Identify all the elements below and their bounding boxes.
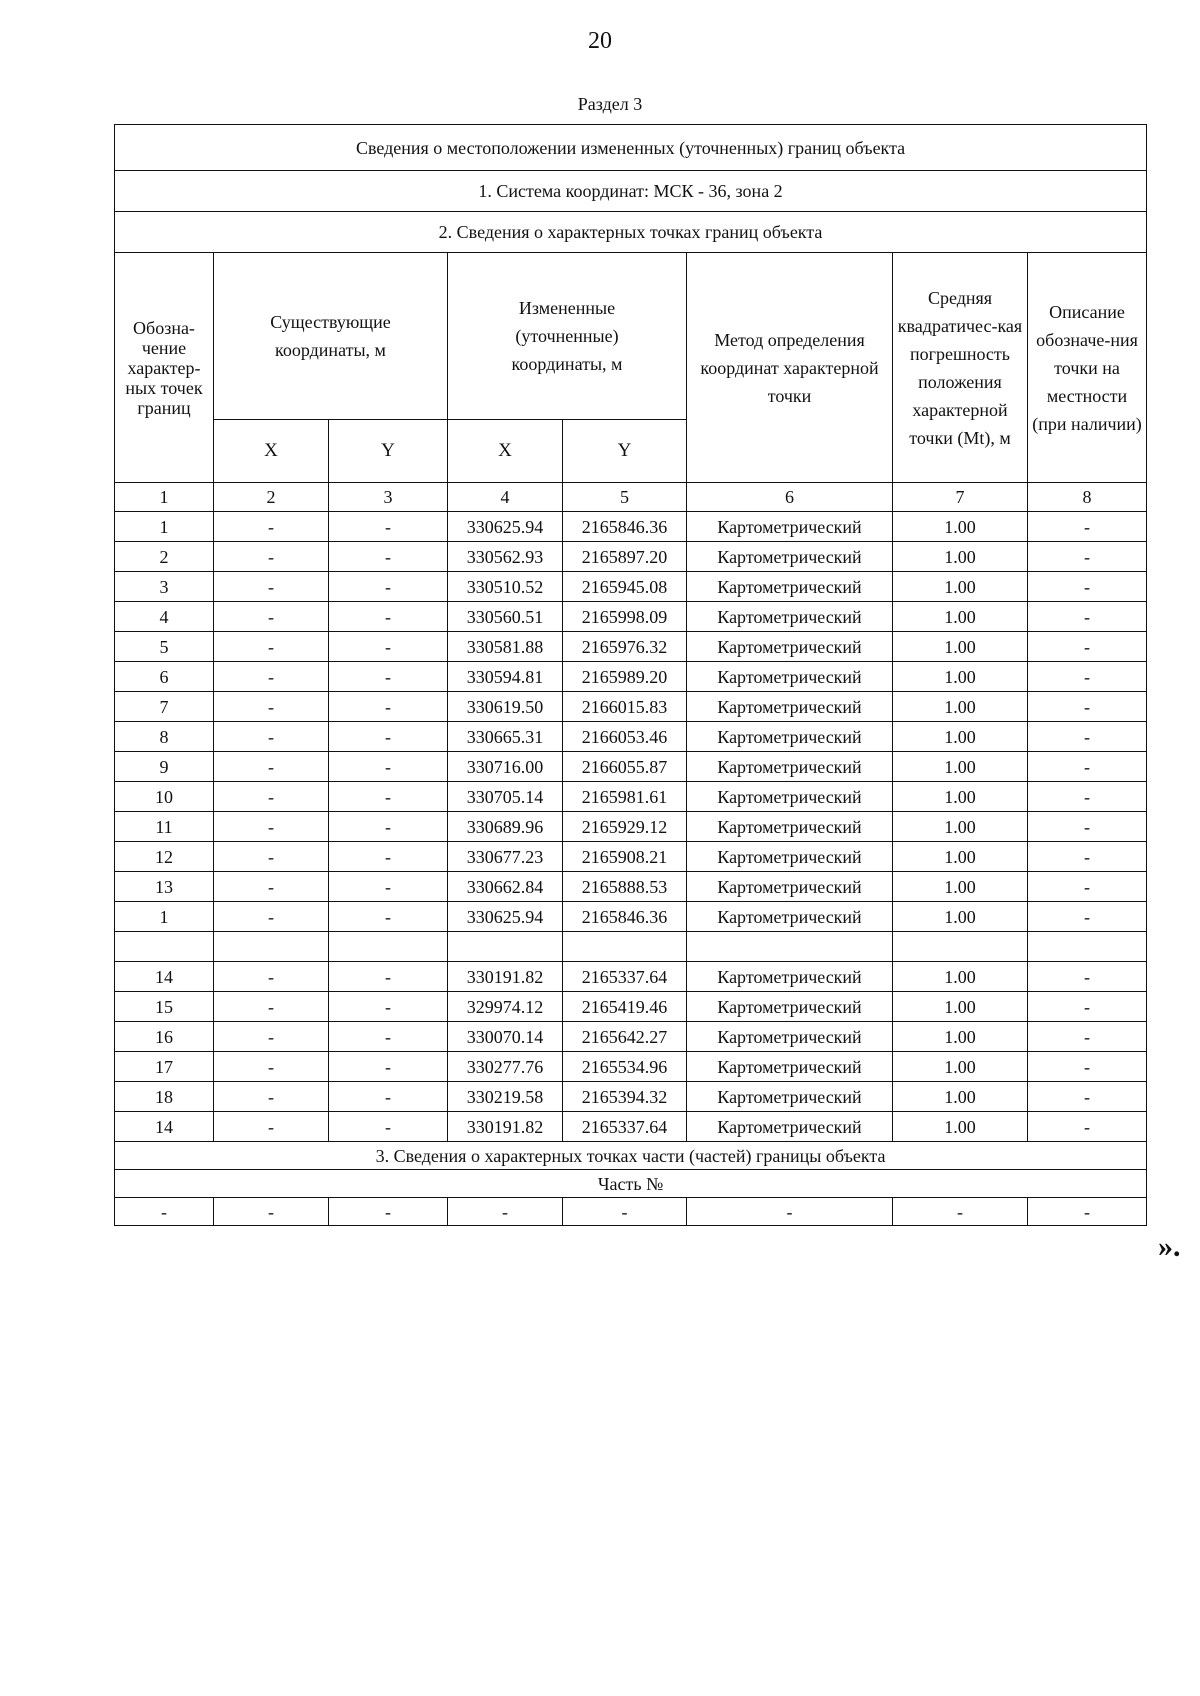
cell-existing-x: -	[214, 512, 329, 542]
part-row	[115, 1198, 1147, 1226]
cell-changed-x: 330662.84	[448, 872, 563, 902]
cell-existing-y: -	[329, 662, 448, 692]
cell-existing-x	[214, 932, 329, 962]
cell-existing-y: -	[329, 902, 448, 932]
cell-existing-y: -	[329, 1052, 448, 1082]
cell-mean-error: 1.00	[893, 992, 1028, 1022]
cell-changed-x: 330625.94	[448, 902, 563, 932]
part-cell: -	[893, 1198, 1028, 1226]
cell-existing-y: -	[329, 842, 448, 872]
cell-changed-y: 2165846.36	[563, 512, 687, 542]
table-row	[115, 782, 1147, 812]
cell-mean-error: 1.00	[893, 752, 1028, 782]
cell-description: -	[1028, 872, 1147, 902]
cell-method: Картометрический	[687, 572, 893, 602]
cell-mean-error: 1.00	[893, 902, 1028, 932]
cell-point-number: 14	[115, 1112, 214, 1142]
cell-changed-x: 330619.50	[448, 692, 563, 722]
cell-description: -	[1028, 662, 1147, 692]
cell-changed-x: 330594.81	[448, 662, 563, 692]
table-row	[115, 512, 1147, 542]
cell-existing-y: -	[329, 512, 448, 542]
cell-description: -	[1028, 1112, 1147, 1142]
cell-changed-x: 330510.52	[448, 572, 563, 602]
table-row	[115, 842, 1147, 872]
cell-mean-error: 1.00	[893, 512, 1028, 542]
cell-changed-x: 330191.82	[448, 1112, 563, 1142]
cell-changed-x: 330191.82	[448, 962, 563, 992]
part-cell: -	[687, 1198, 893, 1226]
column-number: 1	[115, 483, 214, 512]
part-cell: -	[115, 1198, 214, 1226]
header-changed-x: X	[448, 420, 563, 483]
header-method: Метод определения координат характерной точки	[687, 253, 893, 483]
cell-method: Картометрический	[687, 812, 893, 842]
cell-method: Картометрический	[687, 782, 893, 812]
cell-existing-y: -	[329, 632, 448, 662]
part-cell: -	[214, 1198, 329, 1226]
cell-changed-y: 2165888.53	[563, 872, 687, 902]
cell-mean-error: 1.00	[893, 692, 1028, 722]
parts-header: 3. Сведения о характерных точках части (частей) границы объекта	[115, 1142, 1147, 1170]
cell-existing-x: -	[214, 1052, 329, 1082]
cell-mean-error: 1.00	[893, 542, 1028, 572]
cell-method: Картометрический	[687, 1112, 893, 1142]
part-cell: -	[329, 1198, 448, 1226]
cell-changed-x: 330070.14	[448, 1022, 563, 1052]
cell-mean-error: 1.00	[893, 572, 1028, 602]
cell-changed-x: 330581.88	[448, 632, 563, 662]
cell-mean-error: 1.00	[893, 782, 1028, 812]
cell-changed-y: 2165897.20	[563, 542, 687, 572]
cell-point-number: 4	[115, 602, 214, 632]
cell-changed-x: 330665.31	[448, 722, 563, 752]
cell-point-number: 7	[115, 692, 214, 722]
cell-description: -	[1028, 812, 1147, 842]
part-label: Часть №	[115, 1170, 1147, 1198]
cell-existing-y: -	[329, 872, 448, 902]
cell-changed-x: 330562.93	[448, 542, 563, 572]
part-cell: -	[448, 1198, 563, 1226]
cell-existing-x: -	[214, 542, 329, 572]
cell-point-number: 5	[115, 632, 214, 662]
table-row	[115, 632, 1147, 662]
cell-point-number: 17	[115, 1052, 214, 1082]
cell-existing-y: -	[329, 962, 448, 992]
points-header: 2. Сведения о характерных точках границ объекта	[115, 212, 1147, 253]
cell-existing-x: -	[214, 872, 329, 902]
cell-changed-x: 329974.12	[448, 992, 563, 1022]
cell-changed-x: 330277.76	[448, 1052, 563, 1082]
cell-point-number: 6	[115, 662, 214, 692]
boundary-table	[114, 124, 1147, 1226]
cell-existing-x: -	[214, 752, 329, 782]
cell-changed-x: 330560.51	[448, 602, 563, 632]
cell-method: Картометрический	[687, 872, 893, 902]
part-cell: -	[1028, 1198, 1147, 1226]
cell-existing-x: -	[214, 662, 329, 692]
cell-changed-y: 2165394.32	[563, 1082, 687, 1112]
table-row	[115, 812, 1147, 842]
cell-description: -	[1028, 1082, 1147, 1112]
cell-changed-x: 330705.14	[448, 782, 563, 812]
cell-description: -	[1028, 1052, 1147, 1082]
cell-method: Картометрический	[687, 662, 893, 692]
cell-point-number: 1	[115, 902, 214, 932]
cell-existing-x: -	[214, 1022, 329, 1052]
cell-method: Картометрический	[687, 512, 893, 542]
cell-description: -	[1028, 572, 1147, 602]
cell-existing-y: -	[329, 1082, 448, 1112]
cell-changed-x: 330677.23	[448, 842, 563, 872]
table-row	[115, 1112, 1147, 1142]
cell-existing-y: -	[329, 602, 448, 632]
cell-method: Картометрический	[687, 962, 893, 992]
table-row	[115, 572, 1147, 602]
cell-method: Картометрический	[687, 602, 893, 632]
cell-changed-y: 2165981.61	[563, 782, 687, 812]
cell-mean-error: 1.00	[893, 722, 1028, 752]
cell-method: Картометрический	[687, 722, 893, 752]
cell-description: -	[1028, 722, 1147, 752]
cell-description: -	[1028, 632, 1147, 662]
column-number: 4	[448, 483, 563, 512]
table-row	[115, 872, 1147, 902]
cell-existing-y: -	[329, 1112, 448, 1142]
header-changed-y: Y	[563, 420, 687, 483]
cell-method: Картометрический	[687, 1022, 893, 1052]
table-row	[115, 752, 1147, 782]
table-row	[115, 1022, 1147, 1052]
cell-existing-y: -	[329, 722, 448, 752]
cell-mean-error: 1.00	[893, 662, 1028, 692]
cell-mean-error: 1.00	[893, 1112, 1028, 1142]
cell-mean-error: 1.00	[893, 1082, 1028, 1112]
cell-point-number: 15	[115, 992, 214, 1022]
cell-method: Картометрический	[687, 842, 893, 872]
cell-description: -	[1028, 752, 1147, 782]
coord-system: 1. Система координат: МСК - 36, зона 2	[115, 171, 1147, 212]
cell-existing-x: -	[214, 812, 329, 842]
part-cell: -	[563, 1198, 687, 1226]
cell-point-number: 11	[115, 812, 214, 842]
column-number: 8	[1028, 483, 1147, 512]
table-row	[115, 662, 1147, 692]
column-number: 7	[893, 483, 1028, 512]
cell-changed-y: 2165419.46	[563, 992, 687, 1022]
cell-existing-y: -	[329, 992, 448, 1022]
cell-existing-y: -	[329, 752, 448, 782]
cell-point-number: 1	[115, 512, 214, 542]
cell-changed-y: 2166015.83	[563, 692, 687, 722]
cell-changed-x: 330219.58	[448, 1082, 563, 1112]
header-point-designation: Обозна-чение характер-ных точек границ	[115, 253, 214, 483]
cell-description: -	[1028, 692, 1147, 722]
cell-existing-y: -	[329, 542, 448, 572]
cell-existing-y: -	[329, 812, 448, 842]
cell-method: Картометрический	[687, 1052, 893, 1082]
cell-method: Картометрический	[687, 542, 893, 572]
cell-existing-x: -	[214, 842, 329, 872]
cell-method: Картометрический	[687, 992, 893, 1022]
table-row	[115, 542, 1147, 572]
table-row	[115, 602, 1147, 632]
cell-changed-y: 2165337.64	[563, 962, 687, 992]
cell-existing-x: -	[214, 962, 329, 992]
cell-point-number: 12	[115, 842, 214, 872]
cell-mean-error: 1.00	[893, 812, 1028, 842]
cell-existing-x: -	[214, 992, 329, 1022]
cell-point-number: 16	[115, 1022, 214, 1052]
cell-existing-y: -	[329, 1022, 448, 1052]
table-row	[115, 962, 1147, 992]
cell-point-number: 10	[115, 782, 214, 812]
cell-changed-x: 330716.00	[448, 752, 563, 782]
cell-mean-error	[893, 932, 1028, 962]
cell-point-number: 3	[115, 572, 214, 602]
header-changed-coords: Измененные (уточненные) координаты, м	[448, 253, 687, 420]
header-existing-x: X	[214, 420, 329, 483]
cell-existing-x: -	[214, 572, 329, 602]
cell-existing-y: -	[329, 692, 448, 722]
cell-existing-x: -	[214, 1112, 329, 1142]
table-row	[115, 932, 1147, 962]
cell-changed-y: 2165945.08	[563, 572, 687, 602]
cell-point-number: 14	[115, 962, 214, 992]
section-title: Раздел 3	[577, 94, 643, 114]
cell-existing-x: -	[214, 902, 329, 932]
cell-existing-x: -	[214, 722, 329, 752]
cell-point-number: 18	[115, 1082, 214, 1112]
cell-description: -	[1028, 842, 1147, 872]
cell-changed-y	[563, 932, 687, 962]
column-number: 3	[329, 483, 448, 512]
cell-mean-error: 1.00	[893, 872, 1028, 902]
closing-mark: ».	[1158, 1230, 1181, 1263]
cell-mean-error: 1.00	[893, 1022, 1028, 1052]
cell-changed-y: 2165642.27	[563, 1022, 687, 1052]
cell-existing-y: -	[329, 572, 448, 602]
cell-existing-x: -	[214, 692, 329, 722]
cell-changed-y: 2165534.96	[563, 1052, 687, 1082]
column-number: 2	[214, 483, 329, 512]
table-title: Сведения о местоположении измененных (уточненных) границ объекта	[115, 125, 1147, 171]
cell-point-number: 9	[115, 752, 214, 782]
cell-description: -	[1028, 782, 1147, 812]
cell-changed-y: 2165846.36	[563, 902, 687, 932]
column-number: 6	[687, 483, 893, 512]
cell-description: -	[1028, 902, 1147, 932]
header-existing-y: Y	[329, 420, 448, 483]
cell-point-number: 13	[115, 872, 214, 902]
cell-existing-x: -	[214, 1082, 329, 1112]
cell-point-number: 2	[115, 542, 214, 572]
cell-changed-x: 330625.94	[448, 512, 563, 542]
cell-changed-y: 2165337.64	[563, 1112, 687, 1142]
cell-description: -	[1028, 512, 1147, 542]
cell-description: -	[1028, 602, 1147, 632]
cell-mean-error: 1.00	[893, 842, 1028, 872]
page-number: 20	[588, 28, 612, 54]
cell-point-number	[115, 932, 214, 962]
cell-existing-x: -	[214, 632, 329, 662]
cell-method: Картометрический	[687, 752, 893, 782]
cell-method: Картометрический	[687, 902, 893, 932]
cell-mean-error: 1.00	[893, 602, 1028, 632]
table-row	[115, 902, 1147, 932]
cell-changed-y: 2166055.87	[563, 752, 687, 782]
cell-method: Картометрический	[687, 1082, 893, 1112]
cell-existing-y: -	[329, 782, 448, 812]
table-row	[115, 1082, 1147, 1112]
cell-existing-y	[329, 932, 448, 962]
cell-description	[1028, 932, 1147, 962]
cell-method	[687, 932, 893, 962]
table-row	[115, 692, 1147, 722]
cell-changed-y: 2165998.09	[563, 602, 687, 632]
cell-changed-y: 2165989.20	[563, 662, 687, 692]
cell-description: -	[1028, 1022, 1147, 1052]
cell-method: Картометрический	[687, 632, 893, 662]
cell-description: -	[1028, 962, 1147, 992]
header-description: Описание обозначе-ния точки на местности (при наличии)	[1028, 253, 1147, 483]
cell-existing-x: -	[214, 782, 329, 812]
header-existing-coords: Существующие координаты, м	[214, 253, 448, 420]
cell-mean-error: 1.00	[893, 1052, 1028, 1082]
table-row	[115, 1052, 1147, 1082]
cell-changed-y: 2165976.32	[563, 632, 687, 662]
header-mean-error: Средняя квадратичес-кая погрешность положения характерной точки (Mt), м	[893, 253, 1028, 483]
column-number-row	[115, 483, 1147, 512]
cell-changed-y: 2165929.12	[563, 812, 687, 842]
cell-existing-x: -	[214, 602, 329, 632]
column-number: 5	[563, 483, 687, 512]
cell-method: Картометрический	[687, 692, 893, 722]
cell-changed-x: 330689.96	[448, 812, 563, 842]
cell-description: -	[1028, 992, 1147, 1022]
cell-mean-error: 1.00	[893, 632, 1028, 662]
cell-changed-y: 2165908.21	[563, 842, 687, 872]
cell-changed-y: 2166053.46	[563, 722, 687, 752]
cell-description: -	[1028, 542, 1147, 572]
cell-point-number: 8	[115, 722, 214, 752]
cell-mean-error: 1.00	[893, 962, 1028, 992]
table-row	[115, 992, 1147, 1022]
cell-changed-x	[448, 932, 563, 962]
table-row	[115, 722, 1147, 752]
